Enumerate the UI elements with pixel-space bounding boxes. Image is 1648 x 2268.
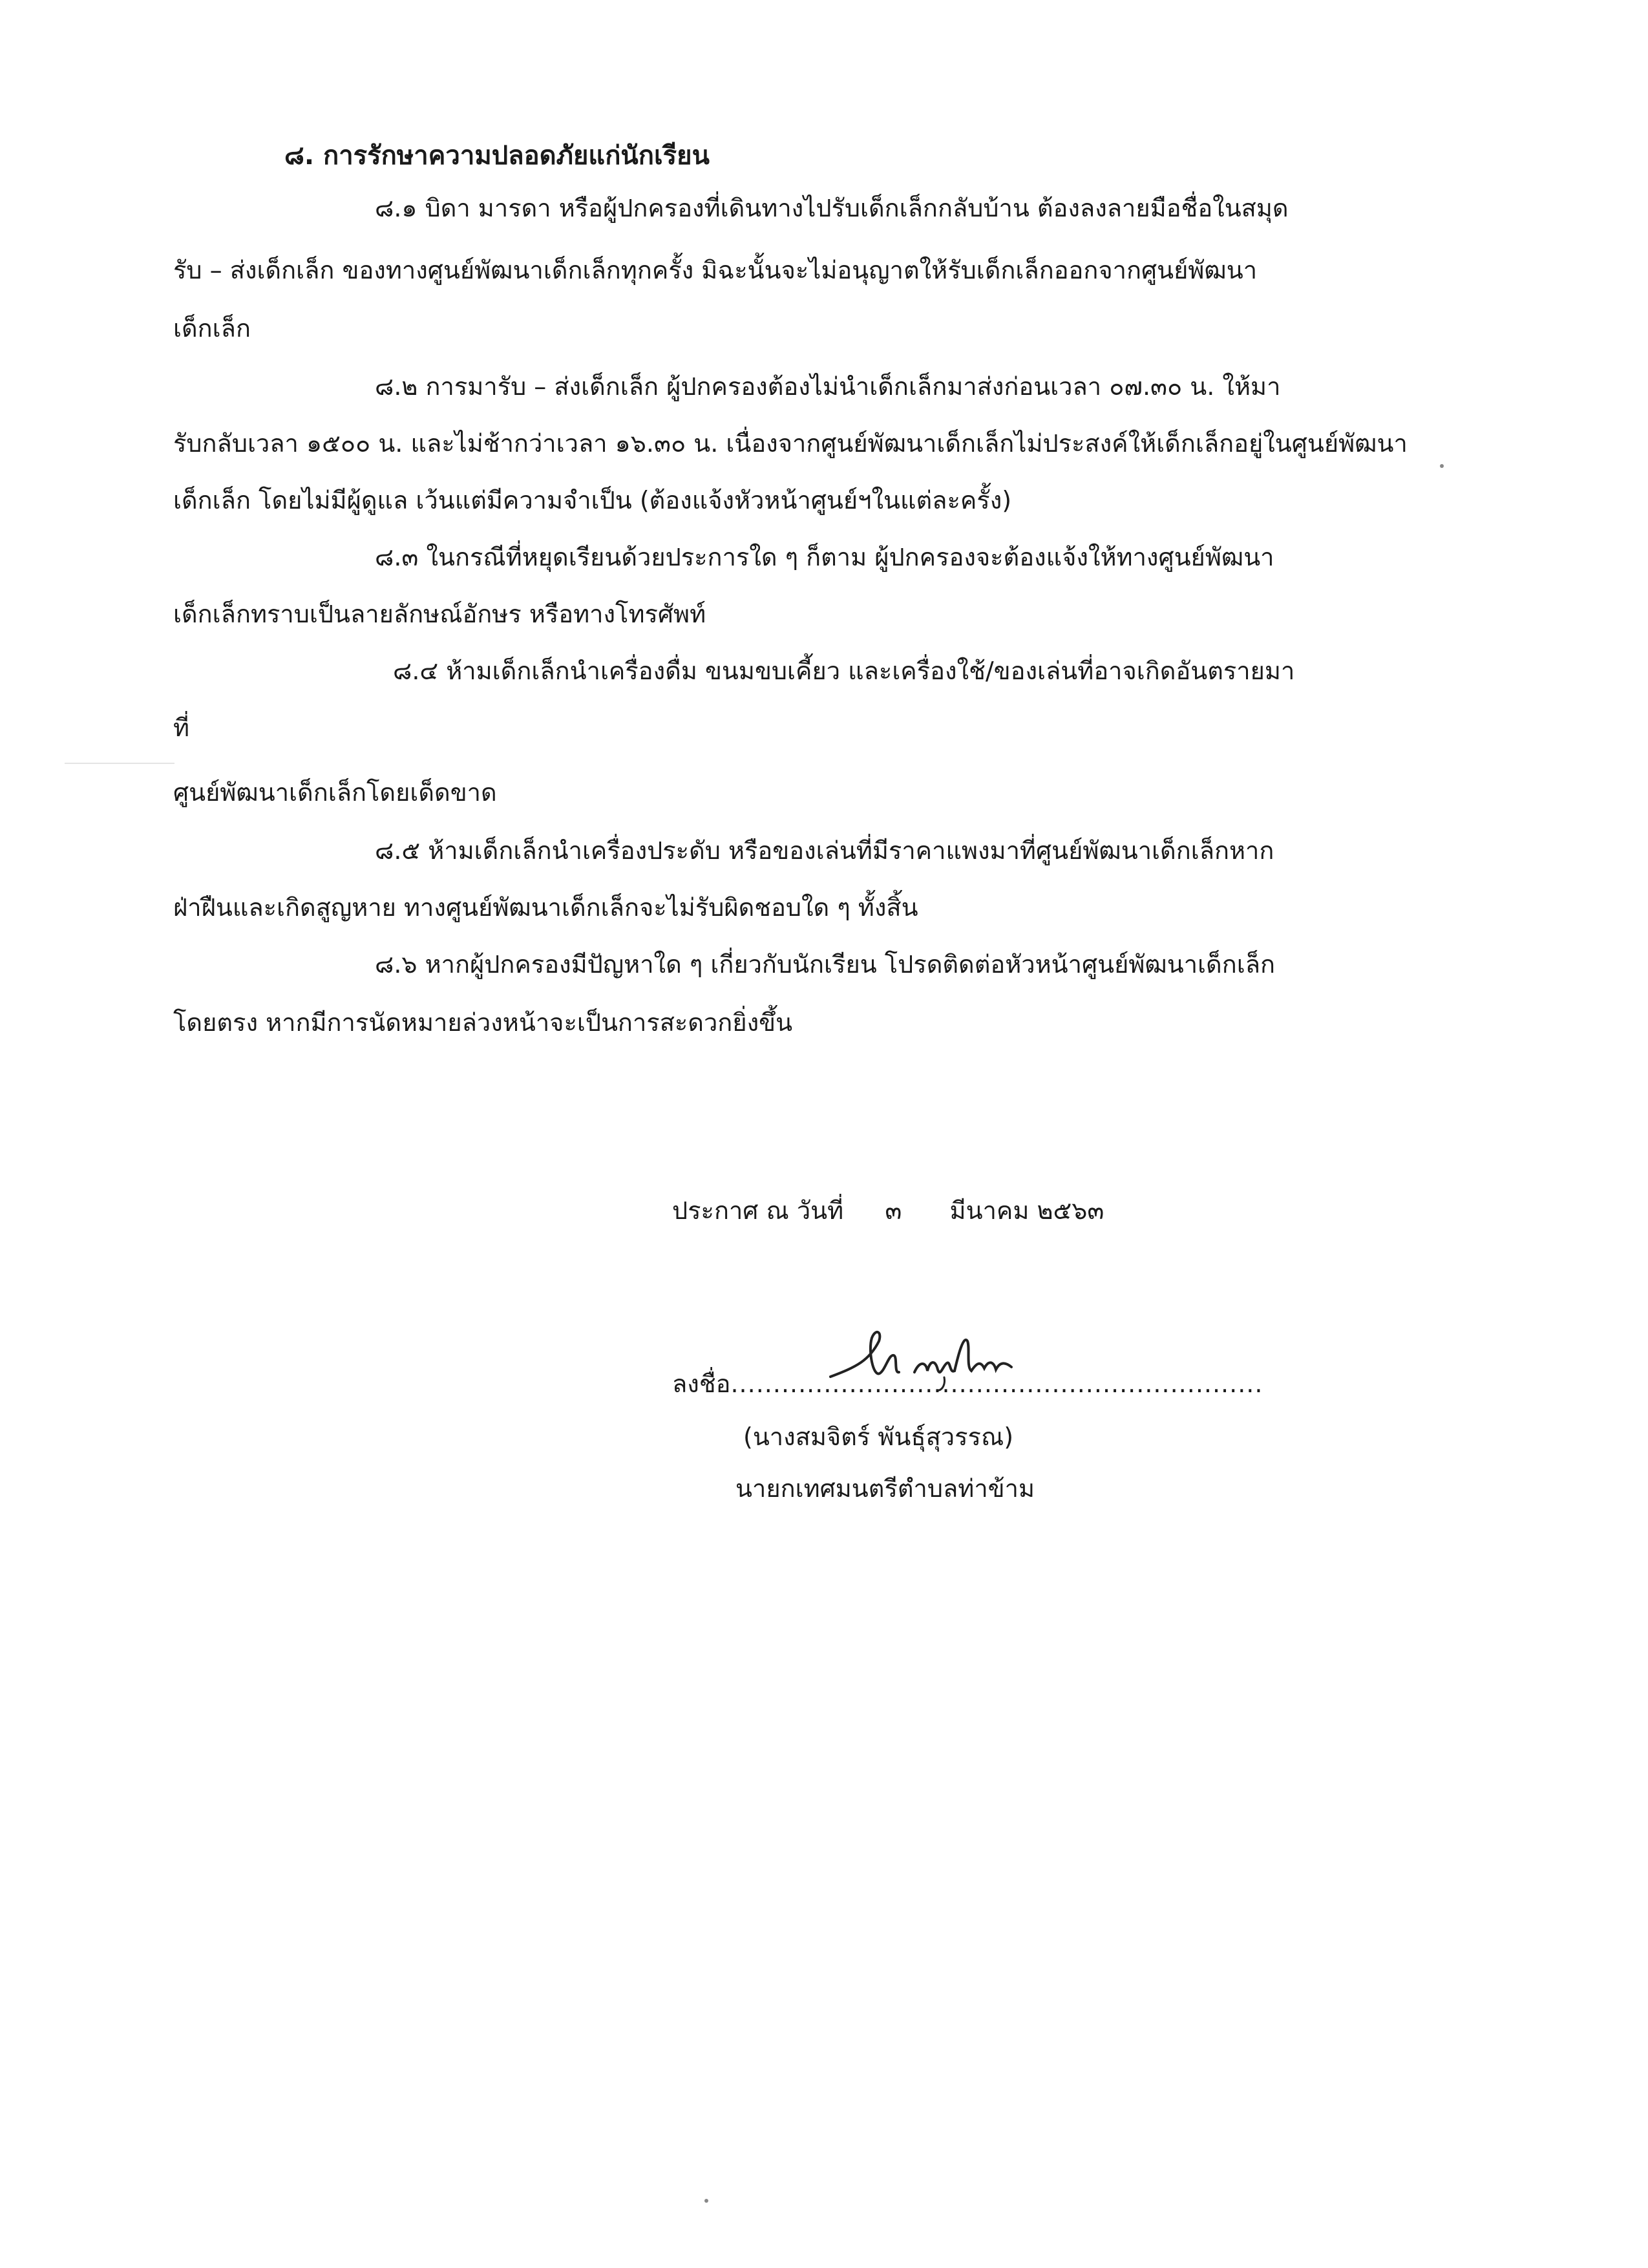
scan-artifact-line <box>65 763 174 764</box>
announcement-date <box>672 1191 1104 1230</box>
paragraph-8-2-line-1: ๘.๒ การมารับ – ส่งเด็กเล็ก ผู้ปกครองต้องไม่นำเด็กเล็กมาส่งก่อนเวลา ๐๗.๓๐ น. ให้มา <box>375 372 1281 401</box>
signature-label: ลงชื่อ <box>672 1370 731 1398</box>
signature-dots: ............................................................... <box>730 1370 1263 1398</box>
handwritten-signature <box>818 1315 1031 1393</box>
announcement-day: ๓ <box>885 1196 902 1225</box>
paragraph-8-2-line-2: รับกลับเวลา ๑๕๐๐ น. และไม่ช้ากว่าเวลา ๑๖.๓๐ น. เนื่องจากศูนย์พัฒนาเด็กเล็กไม่ประสงค์ให้เด็กเล็กอยู่ในศูนย์พัฒนา <box>173 429 1408 458</box>
paragraph-8-4-line-3: ศูนย์พัฒนาเด็กเล็กโดยเด็ดขาด <box>173 778 497 807</box>
signatory-position: นายกเทศมนตรีตำบลท่าข้าม <box>735 1474 1035 1503</box>
scan-speck <box>1440 464 1444 468</box>
paragraph-8-2-line-3: เด็กเล็ก โดยไม่มีผู้ดูแล เว้นแต่มีความจำเป็น (ต้องแจ้งหัวหน้าศูนย์ฯในแต่ละครั้ง) <box>173 486 1012 514</box>
scan-speck <box>704 2199 708 2203</box>
paragraph-8-5-line-1: ๘.๕ ห้ามเด็กเล็กนำเครื่องประดับ หรือของเล่นที่มีราคาแพงมาที่ศูนย์พัฒนาเด็กเล็กหาก <box>375 836 1274 865</box>
paragraph-8-5-line-2: ฝ่าฝืนและเกิดสูญหาย ทางศูนย์พัฒนาเด็กเล็กจะไม่รับผิดชอบใด ๆ ทั้งสิ้น <box>173 893 918 922</box>
signatory-name: (นางสมจิตร์ พันธุ์สุวรรณ) <box>743 1423 1014 1451</box>
paragraph-8-3-line-2: เด็กเล็กทราบเป็นลายลักษณ์อักษร หรือทางโทรศัพท์ <box>173 600 706 628</box>
paragraph-8-4-line-1: ๘.๔ ห้ามเด็กเล็กนำเครื่องดื่ม ขนมขบเคี้ยว และเครื่องใช้/ของเล่นที่อาจเกิดอันตรายมา <box>393 657 1295 685</box>
announcement-month-year: มีนาคม ๒๕๖๓ <box>949 1196 1104 1225</box>
paragraph-8-6-line-2: โดยตรง หากมีการนัดหมายล่วงหน้าจะเป็นการสะดวกยิ่งขึ้น <box>173 1008 793 1037</box>
announcement-prefix: ประกาศ ณ วันที่ <box>672 1196 844 1225</box>
paragraph-8-1-line-2: รับ – ส่งเด็กเล็ก ของทางศูนย์พัฒนาเด็กเล็กทุกครั้ง มิฉะนั้นจะไม่อนุญาตให้รับเด็กเล็กออกจากศูนย์พัฒนา <box>173 256 1258 284</box>
section-heading: ๘. การรักษาความปลอดภัยแก่นักเรียน <box>284 141 710 171</box>
paragraph-8-4-line-2: ที่ <box>173 714 190 742</box>
paragraph-8-1-line-1: ๘.๑ บิดา มารดา หรือผู้ปกครองที่เดินทางไปรับเด็กเล็กกลับบ้าน ต้องลงลายมือชื่อในสมุด <box>375 194 1289 222</box>
paragraph-8-3-line-1: ๘.๓ ในกรณีที่หยุดเรียนด้วยประการใด ๆ ก็ตาม ผู้ปกครองจะต้องแจ้งให้ทางศูนย์พัฒนา <box>375 543 1274 571</box>
paragraph-8-1-line-3: เด็กเล็ก <box>173 314 251 343</box>
paragraph-8-6-line-1: ๘.๖ หากผู้ปกครองมีปัญหาใด ๆ เกี่ยวกับนักเรียน โปรดติดต่อหัวหน้าศูนย์พัฒนาเด็กเล็ก <box>375 950 1275 979</box>
